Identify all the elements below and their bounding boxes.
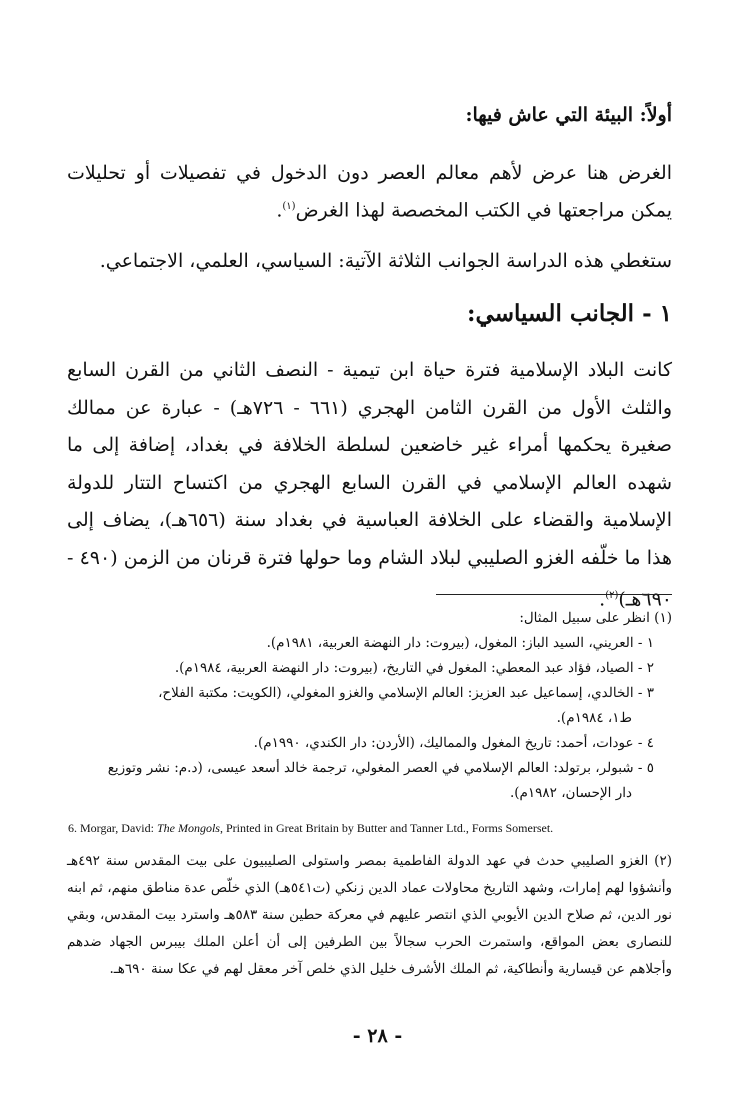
footnote-1: [67, 606, 672, 806]
intro-line-1: الغرض هنا عرض لأهم معالم العصر دون الدخول في تفصيلات أو تحليلات: [67, 162, 672, 184]
political-end: .: [599, 588, 606, 611]
footnote-ref-1[interactable]: (١): [282, 201, 296, 212]
intro-end: .: [276, 199, 283, 222]
latin-prefix: 6. Morgar, David:: [68, 821, 157, 835]
footnote-1-item-continued: دار الإحسان، ١٩٨٢م).: [509, 785, 632, 801]
footnote-2: (٢) الغزو الصليبي حدث في عهد الدولة الفاطمية بمصر واستولى الصليبيون على بيت المقدس سنة ٤٩٢هـ وأنشؤوا لهم إمارات، وشهد التاريخ محاولات عماد الدين زنكي (ت٥٤١هـ) الذي خلّص عدة مناطق منهم، ثم ابنه نور الدين، ثم صلاح الدين الأيوبي الذي انتصر عليهم في معركة حطين سنة ٥٨٣هـ واسترد بيت المقدس، وبقي للنصارى بعض المواقع، واستمرت الحرب سجالاً بين الطرفين إلى أن أعلن الملك بيبرس الجهاد ضدهم وأجلاهم عن قيسارية وأنطاكية، ثم الملك الأشرف خليل الذي خلص آخر معقل لهم في عكا سنة ٦٩٠هـ.: [67, 853, 672, 977]
footnote-divider: [436, 594, 672, 595]
intro-paragraph: [67, 156, 672, 227]
political-section-title: ١ - الجانب السياسي:: [467, 300, 672, 327]
political-paragraph: [67, 352, 672, 619]
footnote-ref-2[interactable]: (٢): [605, 590, 619, 601]
latin-title: The Mongols: [156, 821, 220, 835]
section-heading: أولاً: البيئة التي عاش فيها:: [465, 104, 672, 126]
footnote-1-item-continued: ط١، ١٩٨٤م).: [556, 710, 632, 726]
footnote-1-item: ٣ - الخالدي، إسماعيل عبد العزيز: العالم الإسلامي والغزو المغولي، (الكويت: مكتبة الفلاح،: [158, 685, 654, 701]
footnote-1-latin-reference: [68, 821, 688, 836]
latin-suffix: , Printed in Great Britain by Butter and Tanner Ltd., Forms Somerset.: [219, 821, 554, 835]
footnote-1-item: ٤ - عودات، أحمد: تاريخ المغول والمماليك، (الأردن: دار الكندي، ١٩٩٠م).: [253, 735, 654, 751]
political-text: كانت البلاد الإسلامية فترة حياة ابن تيمية - النصف الثاني من القرن السابع والثلث الأول من القرن الثامن الهجري (٦٦١ - ٧٢٦هـ) - عبارة عن ممالك صغيرة يحكمها أمراء غير خاضعين لسلطة الخلافة في بغداد، إضافة إلى ما شهده العالم الإسلامي في القرن السابع الهجري من اكتساح التتار للدولة الإسلامية والقضاء على الخلافة العباسية في بغداد سنة (٦٥٦هـ)، يضاف إلى هذا ما خلّفه الغزو الصليبي لبلاد الشام وما حولها فترة قرنان من الزمن (٤٩٠ - ٦٩٠هـ): [67, 359, 673, 611]
footnote-1-item: ١ - العريني، السيد الباز: المغول، (بيروت: دار النهضة العربية، ١٩٨١م).: [266, 635, 654, 651]
footnote-1-item: ٢ - الصياد، فؤاد عبد المعطي: المغول في التاريخ، (بيروت: دار النهضة العربية، ١٩٨٤م).: [174, 660, 654, 676]
page-number: - ٢٨ -: [352, 1025, 403, 1047]
intro-line-2: يمكن مراجعتها في الكتب المخصصة لهذا الغرض: [295, 199, 672, 222]
footnote-1-label: (١) انظر على سبيل المثال:: [519, 610, 672, 626]
footnote-1-item: ٥ - شبولر، برتولد: العالم الإسلامي في العصر المغولي، ترجمة خالد أسعد عيسى، (د.م: نشر وتوزيع: [107, 760, 654, 776]
scope-paragraph: ستغطي هذه الدراسة الجوانب الثلاثة الآتية: السياسي، العلمي، الاجتماعي.: [99, 250, 672, 272]
